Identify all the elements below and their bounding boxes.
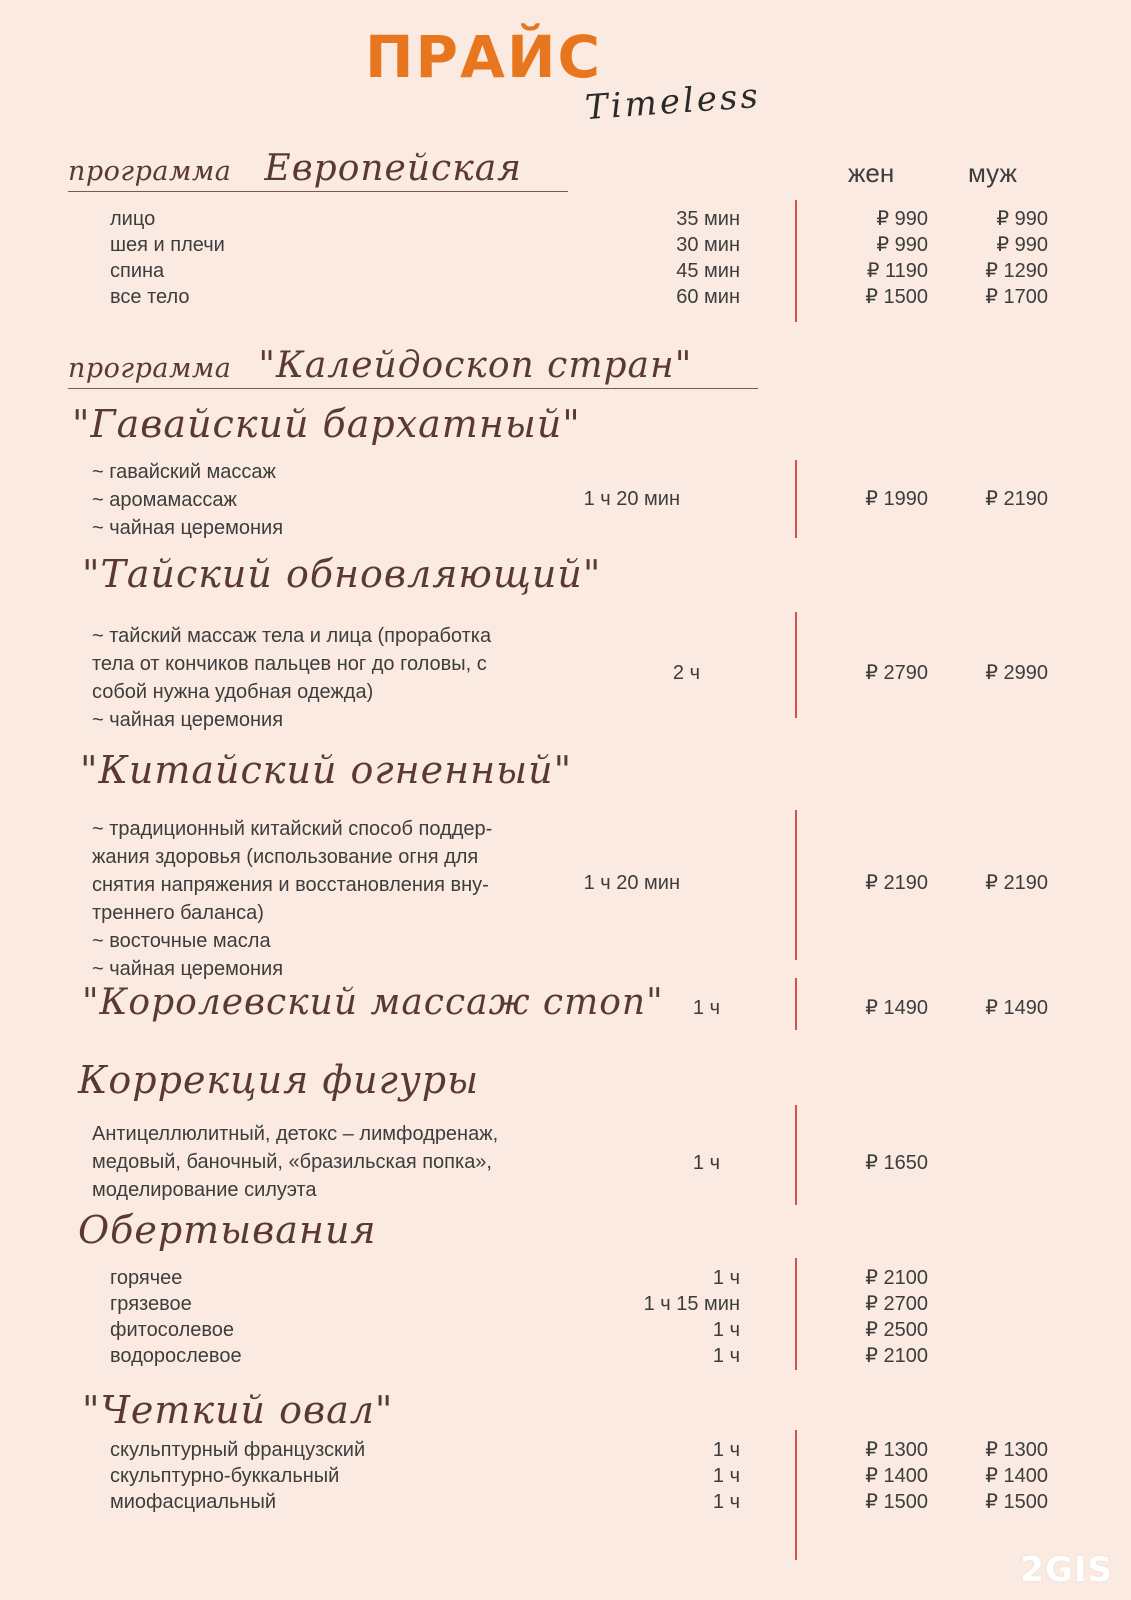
item-thai-price-women: ₽ 2790 <box>865 662 928 684</box>
divider-line <box>795 1430 797 1560</box>
service-name: шея и плечи <box>110 234 225 256</box>
service-duration: 1 ч <box>712 1439 740 1461</box>
price-women: ₽ 990 <box>876 234 928 256</box>
item-line: ~ чайная церемония <box>92 709 284 731</box>
service-name: фитосолевое <box>110 1319 235 1341</box>
service-name: лицо <box>110 208 156 230</box>
service-name: грязевое <box>110 1293 192 1315</box>
price-men: ₽ 990 <box>996 234 1048 256</box>
service-name: миофасциальный <box>110 1491 277 1513</box>
price-women: ₽ 2500 <box>865 1319 928 1341</box>
item-chinese-title: "Китайский огненный" <box>80 748 573 792</box>
service-name: спина <box>110 260 165 282</box>
item-royal-foot-price-men: ₽ 1490 <box>985 997 1048 1019</box>
item-line: жания здоровья (использование огня для <box>92 846 479 868</box>
item-chinese-price-men: ₽ 2190 <box>985 872 1048 894</box>
service-duration: 45 мин <box>676 260 740 282</box>
divider-line <box>795 1258 797 1370</box>
item-hawaiian-duration: 1 ч 20 мин <box>583 488 680 510</box>
figure-correction-lines <box>92 1120 592 1204</box>
item-thai-lines <box>92 622 592 734</box>
service-duration: 60 мин <box>676 286 740 308</box>
divider-line <box>795 810 797 960</box>
service-duration: 1 ч <box>712 1345 740 1367</box>
item-line: собой нужна удобная одежда) <box>92 681 374 703</box>
figure-correction-price-women: ₽ 1650 <box>865 1152 928 1174</box>
item-chinese-duration: 1 ч 20 мин <box>583 872 680 894</box>
divider-line <box>795 1105 797 1205</box>
divider-line <box>795 612 797 718</box>
price-men: ₽ 1400 <box>985 1465 1048 1487</box>
item-line: ~ чайная церемония <box>92 517 284 539</box>
item-chinese-lines <box>92 815 592 983</box>
price-women: ₽ 2100 <box>865 1345 928 1367</box>
item-thai-duration: 2 ч <box>672 662 700 684</box>
section-kaleidoscope-script: "Калейдоскоп стран" <box>258 345 693 386</box>
item-chinese-price-women: ₽ 2190 <box>865 872 928 894</box>
item-thai-price-men: ₽ 2990 <box>985 662 1048 684</box>
item-royal-foot-duration: 1 ч <box>692 997 720 1019</box>
service-duration: 30 мин <box>676 234 740 256</box>
page-title: ПРАЙС <box>365 23 603 91</box>
section-european-prefix: программа <box>68 156 232 187</box>
item-line: ~ гавайский массаж <box>92 461 276 483</box>
item-hawaiian-price-men: ₽ 2190 <box>985 488 1048 510</box>
price-women: ₽ 1400 <box>865 1465 928 1487</box>
service-name: все тело <box>110 286 190 308</box>
item-line: ~ традиционный китайский способ поддер- <box>92 818 493 840</box>
service-name: водорослевое <box>110 1345 242 1367</box>
price-men: ₽ 1500 <box>985 1491 1048 1513</box>
item-line: треннего баланса) <box>92 902 264 924</box>
column-header-men: муж <box>968 158 1017 188</box>
service-duration: 1 ч <box>712 1465 740 1487</box>
divider-line <box>795 460 797 538</box>
section-wraps-title: Обертывания <box>78 1208 377 1252</box>
service-name: скульптурный французский <box>110 1439 366 1461</box>
price-men: ₽ 1290 <box>985 260 1048 282</box>
figure-correction-duration: 1 ч <box>692 1152 720 1174</box>
item-thai-title: "Тайский обновляющий" <box>82 552 602 596</box>
item-line: Антицеллюлитный, детокс – лимфодренаж, <box>92 1123 499 1145</box>
price-women: ₽ 1500 <box>865 1491 928 1513</box>
section-figure-correction-title: Коррекция фигуры <box>78 1058 480 1102</box>
section-kaleidoscope-prefix: программа <box>68 353 232 384</box>
item-line: ~ аромамассаж <box>92 489 237 511</box>
item-line: моделирование силуэта <box>92 1179 317 1201</box>
price-women: ₽ 1190 <box>866 260 928 282</box>
section-oval-title: "Четкий овал" <box>82 1388 394 1432</box>
divider-line <box>795 978 797 1030</box>
item-line: ~ тайский массаж тела и лица (проработка <box>92 625 492 647</box>
item-line: тела от кончиков пальцев ног до головы, с <box>92 653 487 675</box>
price-men: ₽ 990 <box>996 208 1048 230</box>
price-women: ₽ 2700 <box>865 1293 928 1315</box>
item-line: медовый, баночный, «бразильская попка», <box>92 1151 492 1173</box>
service-duration: 35 мин <box>676 208 740 230</box>
page-header <box>0 0 1131 130</box>
divider-line <box>795 200 797 322</box>
item-line: ~ восточные масла <box>92 930 271 952</box>
item-hawaiian-lines <box>92 458 592 542</box>
service-name: горячее <box>110 1267 183 1289</box>
service-duration: 1 ч <box>712 1491 740 1513</box>
price-men: ₽ 1300 <box>985 1439 1048 1461</box>
item-royal-foot-title: "Королевский массаж стоп" <box>82 982 664 1023</box>
brand-subtitle: Timeless <box>583 75 762 129</box>
service-name: скульптурно-буккальный <box>110 1465 340 1487</box>
item-hawaiian-title: "Гавайский бархатный" <box>72 402 581 446</box>
section-european-title <box>68 148 568 192</box>
item-hawaiian-price-women: ₽ 1990 <box>865 488 928 510</box>
price-women: ₽ 1500 <box>865 286 928 308</box>
service-duration: 1 ч <box>712 1319 740 1341</box>
price-women: ₽ 2100 <box>865 1267 928 1289</box>
column-header-women: жен <box>848 158 895 188</box>
section-european-script: Европейская <box>264 148 523 189</box>
watermark-2gis: 2GIS <box>1020 1550 1113 1590</box>
price-women: ₽ 1300 <box>865 1439 928 1461</box>
section-kaleidoscope-title <box>68 345 758 389</box>
price-men: ₽ 1700 <box>985 286 1048 308</box>
item-line: ~ чайная церемония <box>92 958 284 980</box>
price-women: ₽ 990 <box>876 208 928 230</box>
service-duration: 1 ч <box>712 1267 740 1289</box>
item-line: снятия напряжения и восстановления вну- <box>92 874 489 896</box>
service-duration: 1 ч 15 мин <box>643 1293 740 1315</box>
item-royal-foot-price-women: ₽ 1490 <box>865 997 928 1019</box>
